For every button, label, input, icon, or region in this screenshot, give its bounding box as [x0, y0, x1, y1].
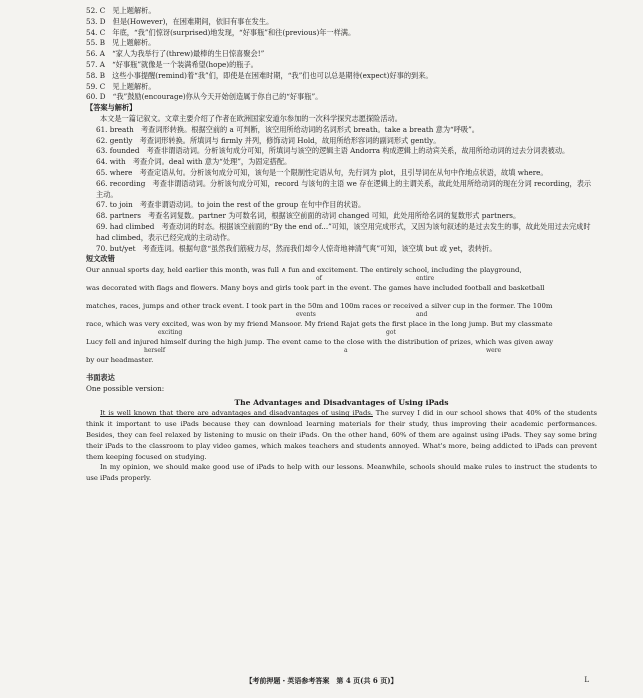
essay-paragraph-2: In my opinion, we should make good use of iPads to help with our lessons. Meanwhile, schools should make rules to instruct the students to use iPads properly. — [86, 463, 597, 483]
answer-item: 66. recording 考查非谓语动词。分析该句成分可知，record 与该句的主语 we 存在逻辑上的主谓关系，故此处用所给动词的现在分词 recording，表示主动。 — [96, 178, 592, 199]
correction-mark: events — [296, 311, 316, 319]
answer-item: 69. had climbed 考查动词的时态。根据该空前面的“By the end of...”可知，该空用完成形式，又因为该句叙述的是过去发生的事，故此处用过去完成时 had climbed，表示已经完成的主动动作。 — [96, 221, 591, 242]
possible-version-label: One possible version: — [86, 383, 165, 393]
essay-paragraph-1-body: The survey I did in our school shows that 40% of the students think it important to use iPads because they can download learning materials for their study, thus improving their academic performances. Besides, they can feel relaxed by listening to music on their iPads. On the other hand, 60% of them are against using iPads. They say some bring their iPads to the classroom to play video games, which makes teachers and students annoyed. What's more, being addicted to iPads can prevent them keeping focused on studying. — [86, 409, 597, 461]
correction-line — [86, 337, 597, 355]
page-footer: 【考前押题・英语参考答案 第 4 页(共 6 页)】 — [245, 676, 398, 685]
correction-mark: got — [386, 329, 396, 337]
answer-item: 64. with 考查介词。deal with 意为“处理”，为固定搭配。 — [96, 157, 292, 167]
answer-item: 63. founded 考查非谓语动词。分析该句成分可知，所填词与该空的逻辑主语 Andorra 构成逻辑上的动宾关系，故用所给动词的过去分词表被动。 — [96, 146, 570, 156]
answer-item: 57. A “好事瓶”就像是一个装满希望(hope)的瓶子。 — [86, 59, 258, 69]
model-essay — [86, 408, 597, 484]
correction-mark: exciting — [158, 329, 183, 337]
answer-item: 70. but/yet 考查连词。根据句意“虽然我们筋疲力尽，然而我们却令人惊奇地神清气爽”可知，该空填 but 或 yet，表转折。 — [96, 243, 497, 253]
correction-mark: a — [344, 347, 348, 355]
answer-item: 55. B 见上题解析。 — [86, 38, 156, 48]
correction-line-text: race, which was very excited, was won by my friend Mansoor. My friend Rajat gets the first place in the long jump. But my classmate — [86, 320, 553, 329]
correction-line — [86, 301, 597, 319]
answer-item: 54. C 年底，“我”们惊讶(surprised)地发现，“好事瓶”和往(previous)年一样满。 — [86, 27, 356, 37]
correction-mark: were — [486, 347, 502, 355]
answer-item: 65. where 考查定语从句。分析该句成分可知，该句是一个限制性定语从句，先行词为 plot，且引导词在从句中作地点状语，故填 where。 — [96, 167, 548, 177]
answer-list-b — [86, 125, 597, 255]
answer-item: 59. C 见上题解析。 — [86, 81, 156, 91]
answer-item: 58. B 这些小事提醒(remind)着“我”们，即使是在困难时期，“我”们也可以总是期待(expect)好事的到来。 — [86, 70, 433, 80]
correction-line-text: matches, races, jumps and other track event. I took part in the 50m and 100m races or received a silver cup in the former. The 100m — [86, 302, 553, 311]
passage-intro: 本文是一篇记叙文。文章主要介绍了作者在欧洲国家安道尔参加的一次科学探究志愿探险活动。 — [100, 113, 402, 123]
essay-paragraph-1 — [86, 408, 597, 462]
answer-item: 56. A “家人为我举行了(threw)最棒的生日惊喜聚会!” — [86, 49, 265, 59]
page-mark: L — [584, 676, 589, 684]
section-correction-heading: 短文改错 — [86, 254, 115, 264]
correction-line-text: was decorated with flags and flowers. Many boys and girls took part in the event. The games have included football and basketball — [86, 284, 545, 293]
section-answer-heading: 【答案与解析】 — [86, 103, 137, 113]
answer-item: 61. breath 考查词形转换。根据空前的 a 可判断，该空用所给动词的名词形式 breath。take a breath 意为“呼吸”。 — [96, 124, 479, 134]
correction-mark: entire — [416, 275, 435, 283]
correction-line — [86, 265, 597, 283]
correction-line-text: by our headmaster. — [86, 356, 154, 365]
correction-line — [86, 283, 597, 301]
answer-item: 68. partners 考查名词复数。partner 为可数名词，根据该空前面的动词 changed 可知，此处用所给名词的复数形式 partners。 — [96, 211, 521, 221]
correction-line — [86, 355, 597, 373]
essay-title: The Advantages and Disadvantages of Using iPads — [234, 397, 449, 407]
essay-topic-sentence: It is well known that there are advantages and disadvantages of using iPads. — [100, 409, 373, 418]
answer-list-a — [86, 6, 597, 103]
section-writing-heading: 书面表达 — [86, 373, 115, 383]
answer-item: 60. D “我”鼓励(encourage)你从今天开始创造属于你自己的“好事瓶”。 — [86, 92, 323, 102]
correction-mark: of — [316, 275, 322, 283]
correction-mark: herself — [144, 347, 166, 355]
answer-item: 52. C 见上题解析。 — [86, 6, 156, 15]
correction-mark: and — [416, 311, 428, 319]
answer-item: 53. D 但是(However)，在困难期间，依旧有事在发生。 — [86, 16, 274, 26]
correction-line-text: Our annual sports day, held earlier this month, was full ∧ fun and excitement. The entirely school, including the playground, — [86, 266, 522, 275]
correction-line — [86, 319, 597, 337]
correction-passage — [86, 265, 597, 373]
correction-line-text: Lucy fell and injured himself during the high jump. The event came to the close with the distribution of prizes, which was given away — [86, 338, 554, 347]
answer-item: 67. to join 考查非谓语动词。to join the rest of the group 在句中作目的状语。 — [96, 200, 366, 210]
answer-item: 62. gently 考查词形转换。所填词与 firmly 并列，修饰动词 Hold，故用所给形容词的副词形式 gently。 — [96, 135, 441, 145]
